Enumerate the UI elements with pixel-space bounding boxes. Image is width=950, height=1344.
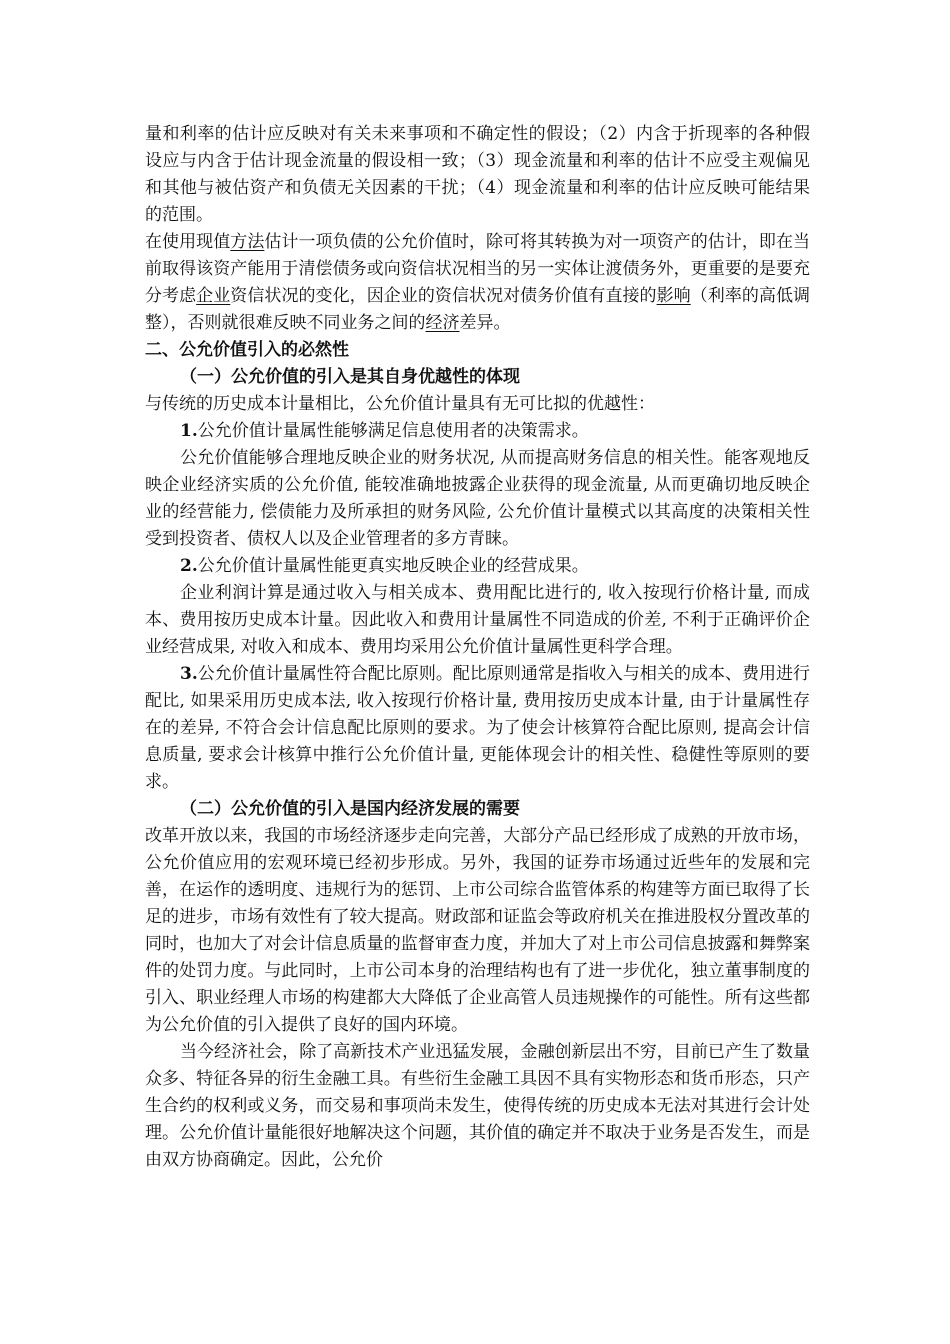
- list-item-3: [145, 661, 810, 796]
- text-run: 差异。: [459, 313, 511, 333]
- link-influence[interactable]: 影响: [656, 286, 691, 306]
- item-text: 公允价值计量属性符合配比原则。配比原则通常是指收入与相关的成本、费用进行配比, 如果采用历史成本法, 收入按现行价格计量, 费用按历史成本计量, 由于计量属性存在的差异, 不符合会计信息配比原则的要求。为了使会计核算符合配比原则, 提高会计信息质量, 要求会计核算中推行公允价值计量, 更能体现会计的相关性、稳健性等原则的要求。: [145, 664, 810, 792]
- item-text: 公允价值计量属性能更真实地反映企业的经营成果。: [197, 556, 589, 576]
- paragraph-present-value: [145, 229, 810, 337]
- list-item-2: [145, 553, 810, 580]
- text-run: （利率的高低调整），否则就很难反映不同业务之间的: [145, 286, 811, 333]
- item-number: 2.: [180, 556, 198, 576]
- list-item-1: [145, 418, 810, 445]
- paragraph-domestic-environment: 改革开放以来，我国的市场经济逐步走向完善，大部分产品已经形成了成熟的开放市场，公允价值应用的宏观环境已经初步形成。另外，我国的证券市场通过近些年的发展和完善，在运作的透明度、违规行为的惩罚、上市公司综合监管体系的构建等方面已取得了长足的进步，市场有效性有了较大提高。财政部和证监会等政府机关在推进股权分置改革的同时，也加大了对会计信息质量的监督审查力度，并加大了对上市公司信息披露和舞弊案件的处罚力度。与此同时，上市公司本身的治理结构也有了进一步优化，独立董事制度的引入、职业经理人市场的构建都大大降低了企业高管人员违规操作的可能性。所有这些都为公允价值的引入提供了良好的国内环境。: [145, 826, 810, 1035]
- item-number: 3.: [180, 664, 198, 684]
- subsection-heading-1: （一）公允价值的引入是其自身优越性的体现: [180, 367, 520, 387]
- paragraph-profit: 企业利润计算是通过收入与相关成本、费用配比进行的, 收入按现行价格计量, 而成本、费用按历史成本计量。因此收入和费用计量属性不同造成的价差, 不利于正确评价企业经营成果, 对收入和成本、费用均采用公允价值计量属性更科学合理。: [145, 583, 810, 657]
- item-number: 1.: [180, 421, 198, 441]
- text-run: 估计一项负债的公允价值时，除可将其转换为对一项资产的估计，即在当前取得该资产能用于清偿债务或向资信状况相当的另一实体让渡债务外，更重要的是要充分考虑: [145, 232, 811, 306]
- link-enterprise[interactable]: 企业: [196, 286, 231, 306]
- link-economy[interactable]: 经济: [425, 313, 460, 333]
- document-page: [145, 121, 810, 1174]
- subsection-heading-2: （二）公允价值的引入是国内经济发展的需要: [180, 799, 520, 819]
- link-method[interactable]: 方法: [230, 232, 265, 252]
- section-heading-2: 二、公允价值引入的必然性: [145, 340, 349, 360]
- paragraph-advantages-intro: 与传统的历史成本计量相比，公允价值计量具有无可比拟的优越性：: [145, 394, 655, 414]
- paragraph-derivatives: 当今经济社会，除了高新技术产业迅猛发展，金融创新层出不穷，目前已产生了数量众多、特征各异的衍生金融工具。有些衍生金融工具因不具有实物形态和货币形态，只产生合约的权利或义务，而交易和事项尚未发生，使得传统的历史成本无法对其进行会计处理。公允价值计量能很好地解决这个问题，其价值的确定并不取决于业务是否发生，而是由双方协商确定。因此，公允价: [145, 1042, 810, 1170]
- text-run: 资信状况的变化，因企业的资信状况对债务价值有直接的: [230, 286, 657, 306]
- paragraph-assumptions: 量和利率的估计应反映对有关未来事项和不确定性的假设；（2）内含于折现率的各种假设应与内含于估计现金流量的假设相一致；（3）现金流量和利率的估计不应受主观偏见和其他与被估资产和负债无关因素的干扰；（4）现金流量和利率的估计应反映可能结果的范围。: [145, 124, 810, 225]
- paragraph-financial-status: 公允价值能够合理地反映企业的财务状况, 从而提高财务信息的相关性。能客观地反映企业经济实质的公允价值, 能较准确地披露企业获得的现金流量, 从而更确切地反映企业的经营能力, 偿债能力及所承担的财务风险, 公允价值计量模式以其高度的决策相关性受到投资者、债权人以及企业管理者的多方青睐。: [145, 448, 810, 549]
- item-text: 公允价值计量属性能够满足信息使用者的决策需求。: [197, 421, 589, 441]
- text-run: 在使用现值: [145, 232, 231, 252]
